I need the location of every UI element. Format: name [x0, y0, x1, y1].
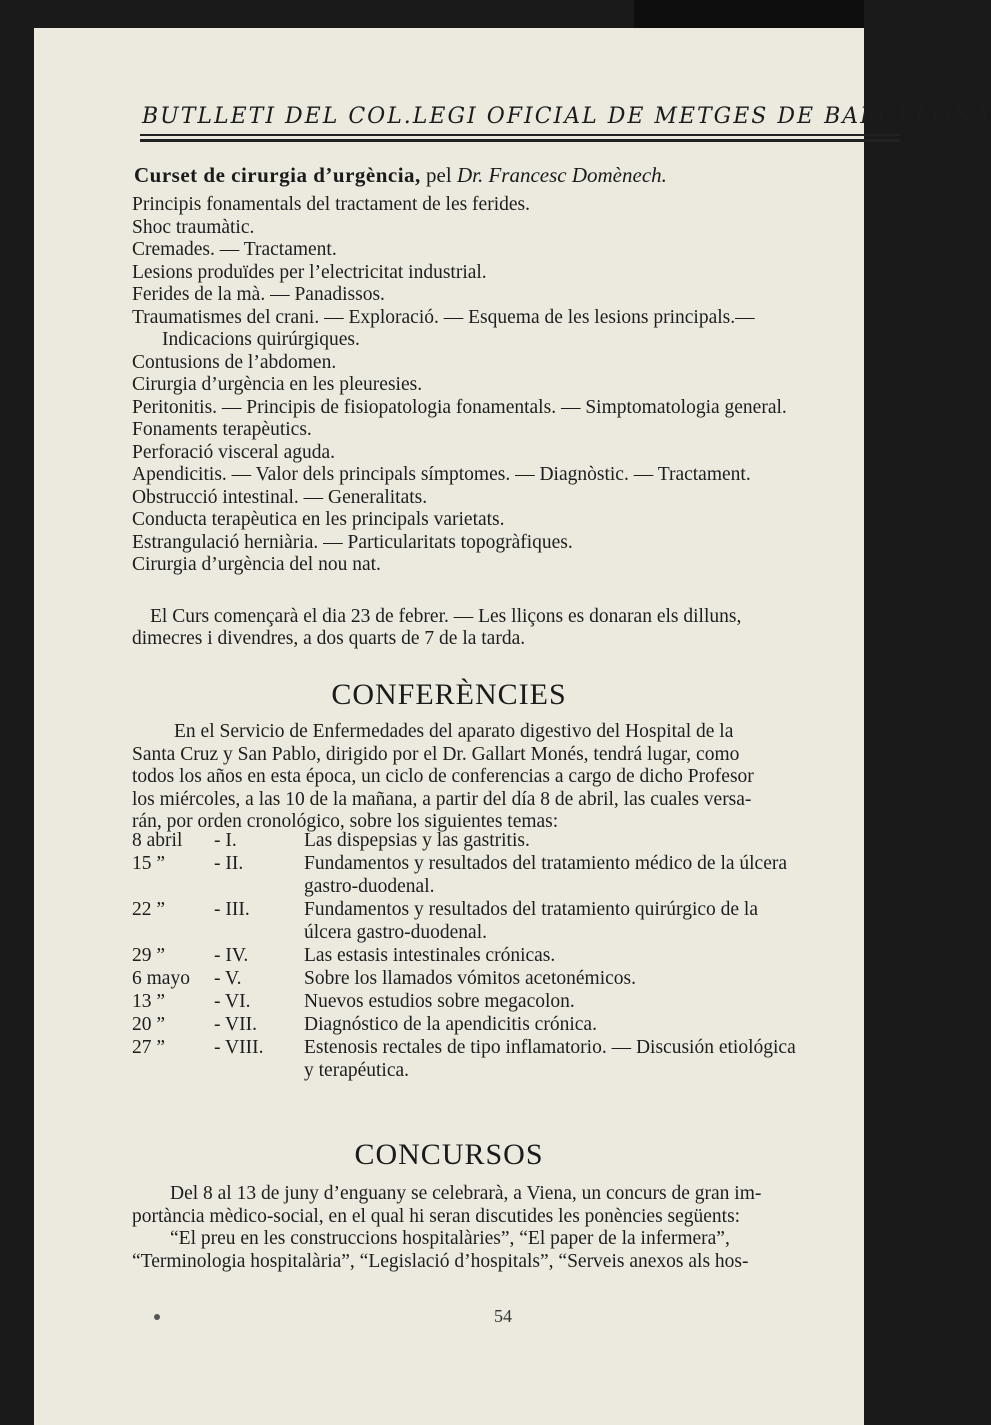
- course-name: Curset de cirurgia d’urgència,: [134, 163, 421, 187]
- document-page: [34, 28, 991, 1425]
- lecture-topic: y terapéutica.: [304, 1060, 410, 1081]
- course-topic-line: Apendicitis. — Valor dels principals símptomes. — Diagnòstic. — Tractament.: [132, 464, 751, 485]
- course-topic-line: Cirurgia d’urgència del nou nat.: [132, 554, 381, 575]
- conferences-heading: CONFERÈNCIES: [331, 678, 567, 711]
- header-rule: [140, 134, 900, 136]
- contests-line: “Terminologia hospitalària”, “Legislació d’hospitals”, “Serveis anexos als hos-: [132, 1250, 749, 1272]
- lecture-topic: Nuevos estudios sobre megacolon.: [304, 991, 575, 1012]
- lecture-date: 13 ”: [132, 991, 166, 1012]
- lecture-row: [132, 1037, 862, 1059]
- lecture-topic: Las dispepsias y las gastritis.: [304, 830, 530, 851]
- lecture-row: [132, 991, 862, 1013]
- lecture-number: - VI.: [214, 991, 251, 1012]
- contests-heading: CONCURSOS: [354, 1138, 544, 1171]
- conferences-intro-line: los miércoles, a las 10 de la mañana, a partir del día 8 de abril, las cuales versa-: [132, 788, 752, 810]
- lecture-topic: Las estasis intestinales crónicas.: [304, 945, 556, 966]
- course-topic-line: Ferides de la mà. — Panadissos.: [132, 284, 385, 305]
- lecture-number: - II.: [214, 853, 244, 874]
- course-topic-line: Contusions de l’abdomen.: [132, 351, 337, 373]
- course-topic-line: Perforació visceral aguda.: [132, 441, 336, 463]
- lecture-number: - III.: [214, 899, 250, 920]
- lecture-number: - VII.: [214, 1014, 257, 1035]
- page-number: 54: [494, 1306, 512, 1326]
- lecture-row: [132, 922, 862, 944]
- lecture-date: 22 ”: [132, 899, 166, 920]
- lecture-topic: Fundamentos y resultados del tratamiento médico de la úlcera: [304, 853, 788, 874]
- lecture-number: - V.: [214, 968, 242, 989]
- course-topic-line: Conducta terapèutica en les principals varietats.: [132, 509, 505, 530]
- course-topic-line: Traumatismes del crani. — Exploració. — Esquema de les lesions principals.—: [132, 306, 755, 328]
- lecture-date: 6 mayo: [132, 968, 190, 989]
- scan-border: [634, 0, 864, 28]
- lecture-row: [132, 853, 862, 875]
- course-topic-line: Lesions produïdes per l’electricitat industrial.: [132, 261, 487, 283]
- conferences-intro-line: En el Servicio de Enfermedades del aparato digestivo del Hospital de la: [174, 721, 734, 742]
- lecture-topic: Estenosis rectales de tipo inflamatorio. — Discusión etiológica: [304, 1037, 796, 1058]
- journal-header: BUTLLETI DEL COL.LEGI OFICIAL DE METGES DE BARCELONA: [142, 104, 991, 129]
- page-mark: [154, 1314, 160, 1320]
- course-topic-line: Cirurgia d’urgència en les pleuresies.: [132, 374, 423, 395]
- lecture-row: [132, 899, 862, 921]
- course-topic-line: Indicacions quirúrgiques.: [162, 329, 360, 350]
- lecture-row: [132, 945, 862, 967]
- course-by: pel: [420, 163, 457, 187]
- lecture-date: 20 ”: [132, 1014, 166, 1035]
- lecture-row: [132, 876, 862, 898]
- lecture-topic: úlcera gastro-duodenal.: [304, 922, 488, 943]
- lecture-date: 8 abril: [132, 830, 183, 851]
- lecture-row: [132, 1014, 862, 1036]
- lecture-topic: Sobre los llamados vómitos acetonémicos.: [304, 968, 636, 989]
- lecture-row: [132, 1060, 862, 1082]
- contests-line: portància mèdico-social, en el qual hi seran discutides les ponències següents:: [132, 1205, 741, 1227]
- lecture-row: [132, 968, 862, 990]
- course-topic-line: Obstrucció intestinal. — Generalitats.: [132, 486, 428, 508]
- lecture-number: - IV.: [214, 945, 249, 966]
- conferences-intro-line: todos los años en esta época, un ciclo de conferencias a cargo de dicho Profesor: [132, 766, 754, 787]
- lecture-number: - I.: [214, 830, 237, 851]
- lecture-date: 27 ”: [132, 1037, 166, 1058]
- lecture-date: 29 ”: [132, 945, 166, 966]
- course-title: [134, 163, 667, 188]
- conferences-intro-line: Santa Cruz y San Pablo, dirigido por el Dr. Gallart Monés, tendrá lugar, como: [132, 743, 740, 765]
- course-topic-line: Fonaments terapèutics.: [132, 419, 312, 440]
- lecture-topic: Diagnóstico de la apendicitis crónica.: [304, 1014, 597, 1035]
- course-topic-line: Cremades. — Tractament.: [132, 239, 337, 260]
- header-rule-thick: [140, 139, 900, 142]
- lecture-topic: gastro-duodenal.: [304, 876, 435, 897]
- conferences-intro-line: rán, por orden cronológico, sobre los siguientes temas:: [132, 811, 559, 832]
- course-topic-line: Estrangulació herniària. — Particularitats topogràfiques.: [132, 531, 573, 553]
- course-topic-line: Principis fonamentals del tractament de les ferides.: [132, 194, 530, 215]
- course-author: Dr. Francesc Domènech.: [456, 163, 667, 187]
- lecture-row: [132, 830, 862, 852]
- lecture-number: - VIII.: [214, 1037, 264, 1058]
- course-topic-line: Peritonitis. — Principis de fisiopatologia fonamentals. — Simptomatologia general.: [132, 396, 787, 418]
- contests-line: Del 8 al 13 de juny d’enguany se celebrarà, a Viena, un concurs de gran im-: [170, 1183, 762, 1204]
- lecture-date: 15 ”: [132, 853, 166, 874]
- lecture-topic: Fundamentos y resultados del tratamiento quirúrgico de la: [304, 899, 758, 920]
- course-topic-line: Shoc traumàtic.: [132, 216, 255, 238]
- course-schedule-line: dimecres i divendres, a dos quarts de 7 de la tarda.: [132, 628, 526, 649]
- course-schedule-line: El Curs començarà el dia 23 de febrer. — Les lliçons es donaran els dilluns,: [150, 606, 742, 627]
- contests-line: “El preu en les construccions hospitalàries”, “El paper de la infermera”,: [170, 1228, 730, 1249]
